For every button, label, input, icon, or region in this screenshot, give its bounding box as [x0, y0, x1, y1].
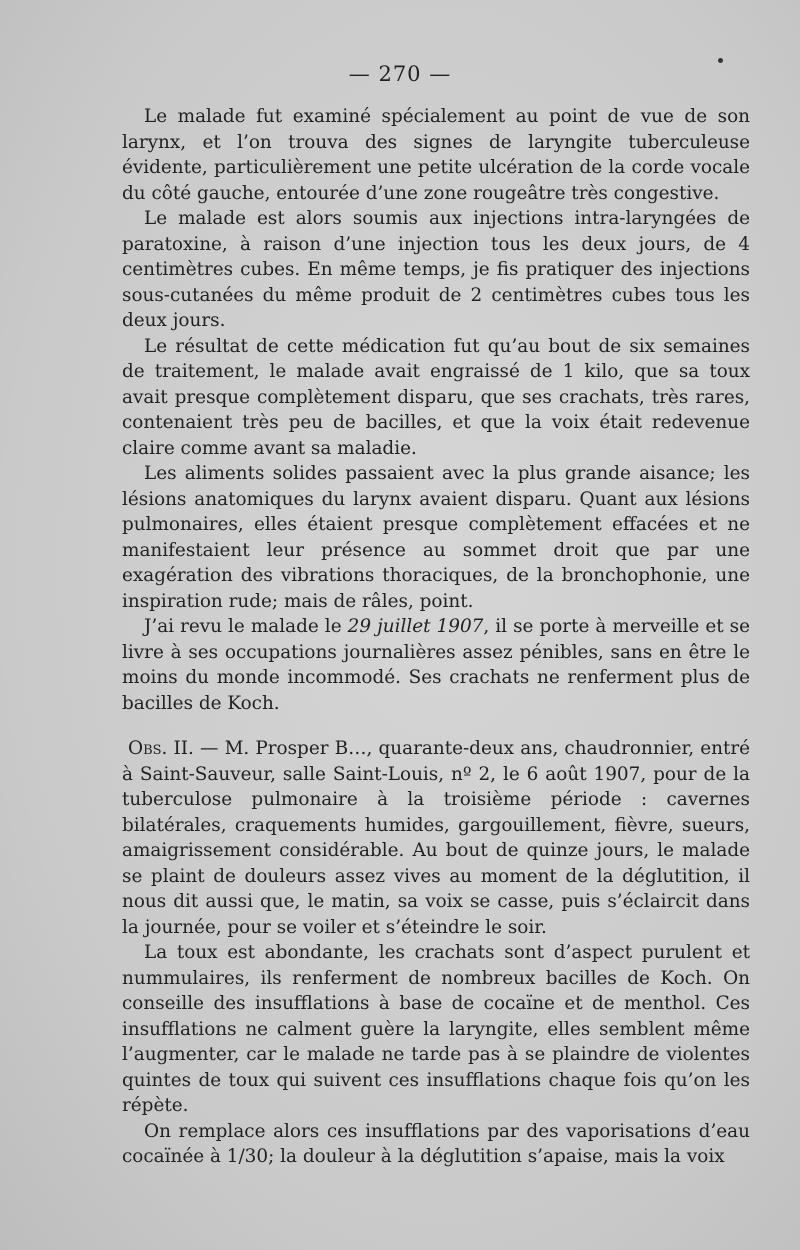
observation-intro-text: — M. Prosper B…, quarante-deux ans, chaudronnier, entré à Saint-Sauveur, salle Saint-Louis, nº 2, le 6 août 1907, pour de la tuberculose pulmonaire à la troisième période : cavernes bilatérales, craquements humides, gargouillement, fièvre, sueurs, amaigrissement considérable. Au bout de quinze jours, le malade se plaint de douleurs assez vives au moment de la déglutition, il nous dit aussi que, le matin, sa voix se casse, puis s’éclaircit dans la journée, pour se voiler et s’éteindre le soir. [122, 738, 751, 938]
paragraph-lesions-status: Les aliments solides passaient avec la plus grande aisance; les lésions anatomiques du larynx avaient disparu. Quant aux lésions pulmonaires, elles étaient presque complètement effacées et ne manifestaient leur présence au sommet droit que par une exagération des vibrations thoraciques, de la bronchophonie, une inspiration rude; mais de râles, point. [122, 463, 750, 612]
follow-up-text-before: J’ai revu le malade le [144, 616, 348, 637]
observation-ii-intro [122, 736, 750, 940]
follow-up-text-after: , il se porte à merveille et se livre à ses occupations journalières assez pénibles, sans en être le moins du monde incommodé. Ses crachats ne renferment plus de bacilles de Koch. [122, 616, 750, 714]
paragraph-vaporisations: On remplace alors ces insufflations par des vaporisations d’eau cocaïnée à 1/30; la douleur à la déglutition s’apaise, mais la voix [122, 1120, 750, 1167]
paragraph-cough-insufflations: La toux est abondante, les crachats sont d’aspect purulent et nummulaires, ils renferment de nombreux bacilles de Koch. On conseille des insufflations à base de cocaïne et de menthol. Ces insufflations ne calment guère la laryngite, elles semblent même l’augmenter, car le malade ne tarde pas à se plaindre de violentes quintes de toux qui suivent ces insufflations chaque fois qu’on les répète. [122, 942, 750, 1116]
observation-label: Obs. II. [128, 738, 194, 759]
case-continuation-section [122, 104, 750, 716]
paragraph-treatment-result: Le résultat de cette médication fut qu’au bout de six semaines de traitement, le malade avait engraissé de 1 kilo, que sa toux avait presque complètement disparu, que ses crachats, très rares, contenaient très peu de bacilles, et que la voix était redevenue claire comme avant sa maladie. [122, 335, 750, 459]
follow-up-date: 29 juillet 1907 [347, 616, 484, 637]
paragraph-larynx-exam: Le malade fut examiné spécialement au point de vue de son larynx, et l’on trouva des signes de laryngite tuberculeuse évidente, particulièrement une petite ulcération de la corde vocale du côté gauche, entourée d’une zone rougeâtre très congestive. [122, 106, 750, 204]
paragraph-follow-up [122, 614, 750, 716]
page-number: — 270 — [348, 62, 452, 86]
paragraph-paratoxine-treatment: Le malade est alors soumis aux injections intra-laryngées de paratoxine, à raison d’une injection tous les deux jours, de 4 centimètres cubes. En même temps, je fis pratiquer des injections sous-cutanées du même produit de 2 centimètres cubes tous les deux jours. [122, 208, 750, 331]
observation-ii-section [122, 736, 750, 1170]
